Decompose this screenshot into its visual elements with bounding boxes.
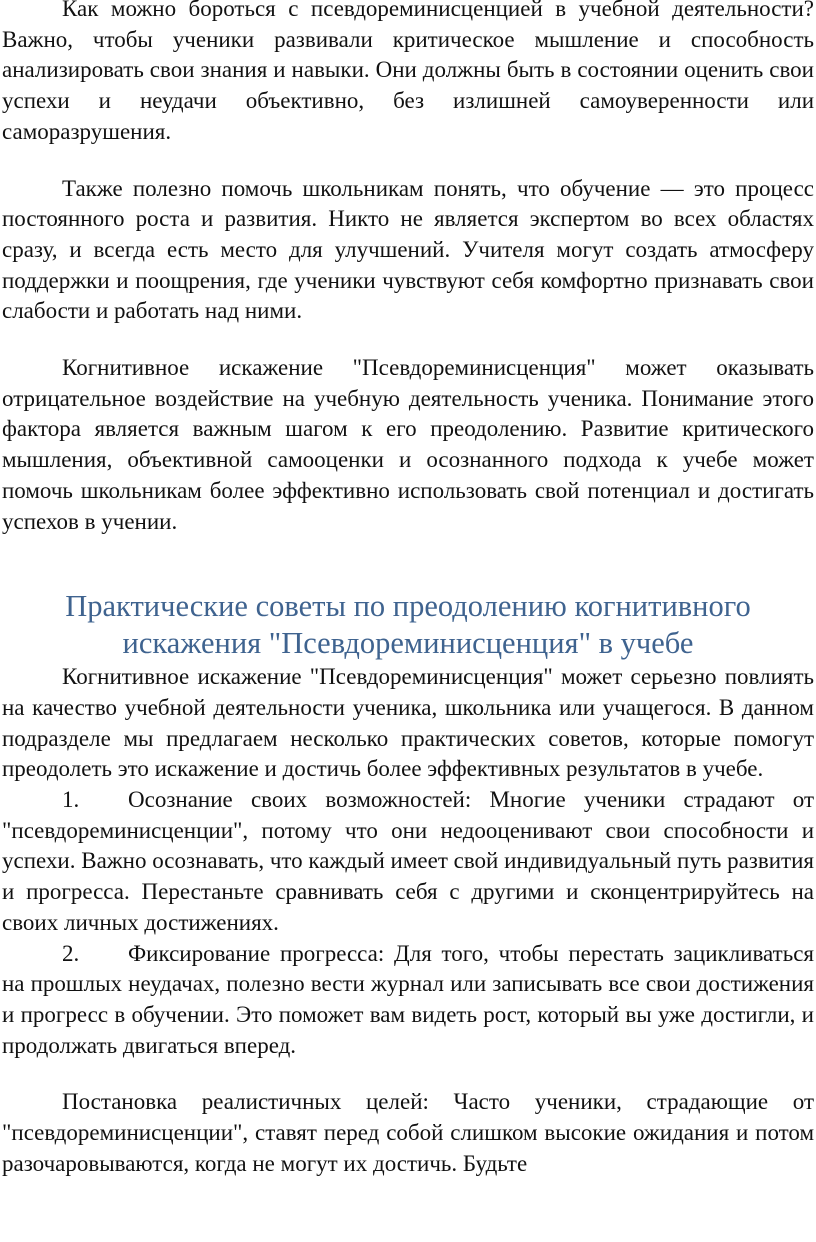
list-item-number: 1. xyxy=(62,787,80,813)
paragraph-3: Когнитивное искажение "Псевдореминисценция" может оказывать отрицательное воздействие на учебную деятельность ученика. Понимание этого фактора является важным шагом к его преодолению. Развитие критического мышления, объективной самооценки и осознанного подхода к учебе может помочь школьникам более эффективно использовать свой потенциал и достигать успехов в учении. xyxy=(2,355,814,534)
closing-paragraph: Постановка реалистичных целей: Часто ученики, страдающие от "псевдореминисценции", ставят перед собой слишком высокие ожидания и потом разочаровываются, когда не могут их достичь. Будьте xyxy=(2,1089,814,1176)
section-heading: Практические советы по преодолению когнитивного искажения "Псевдореминисценция" в учебе xyxy=(65,589,751,661)
list-item-2 xyxy=(2,939,814,1062)
list-item-1 xyxy=(2,785,814,939)
list-item-text: Осознание своих возможностей: Многие ученики страдают от "псевдореминисценции", потому что они недооценивают свои способности и успехи. Важно осознавать, что каждый имеет свой индивидуальный путь развития и прогресса. Перестаньте сравнивать себя с другими и сконцентрируйтесь на своих личных достижениях. xyxy=(2,787,814,935)
list-item-text: Фиксирование прогресса: Для того, чтобы перестать зацикливаться на прошлых неудачах, полезно вести журнал или записывать все свои достижения и прогресс в обучении. Это поможет вам видеть рост, который вы уже достигли, и продолжать двигаться вперед. xyxy=(2,940,814,1058)
paragraph-2: Также полезно помочь школьникам понять, что обучение — это процесс постоянного роста и развития. Никто не является экспертом во всех областях сразу, и всегда есть место для улучшений. Учителя могут создать атмосферу поддержки и поощрения, где ученики чувствуют себя комфортно признавать свои слабости и работать над ними. xyxy=(2,175,814,324)
list-item-number: 2. xyxy=(62,940,80,966)
paragraph-1: Как можно бороться с псевдореминисценцией в учебной деятельности? Важно, чтобы ученики развивали критическое мышление и способность анализировать свои знания и навыки. Они должны быть в состоянии оценить свои успехи и неудачи объективно, без излишней самоуверенности или саморазрушения. xyxy=(2,0,814,144)
intro-paragraph: Когнитивное искажение "Псевдореминисценция" может серьезно повлиять на качество учебной деятельности ученика, школьника или учащегося. В данном подразделе мы предлагаем несколько практических советов, которые помогут преодолеть это искажение и достичь более эффективных результатов в учебе. xyxy=(2,664,814,782)
